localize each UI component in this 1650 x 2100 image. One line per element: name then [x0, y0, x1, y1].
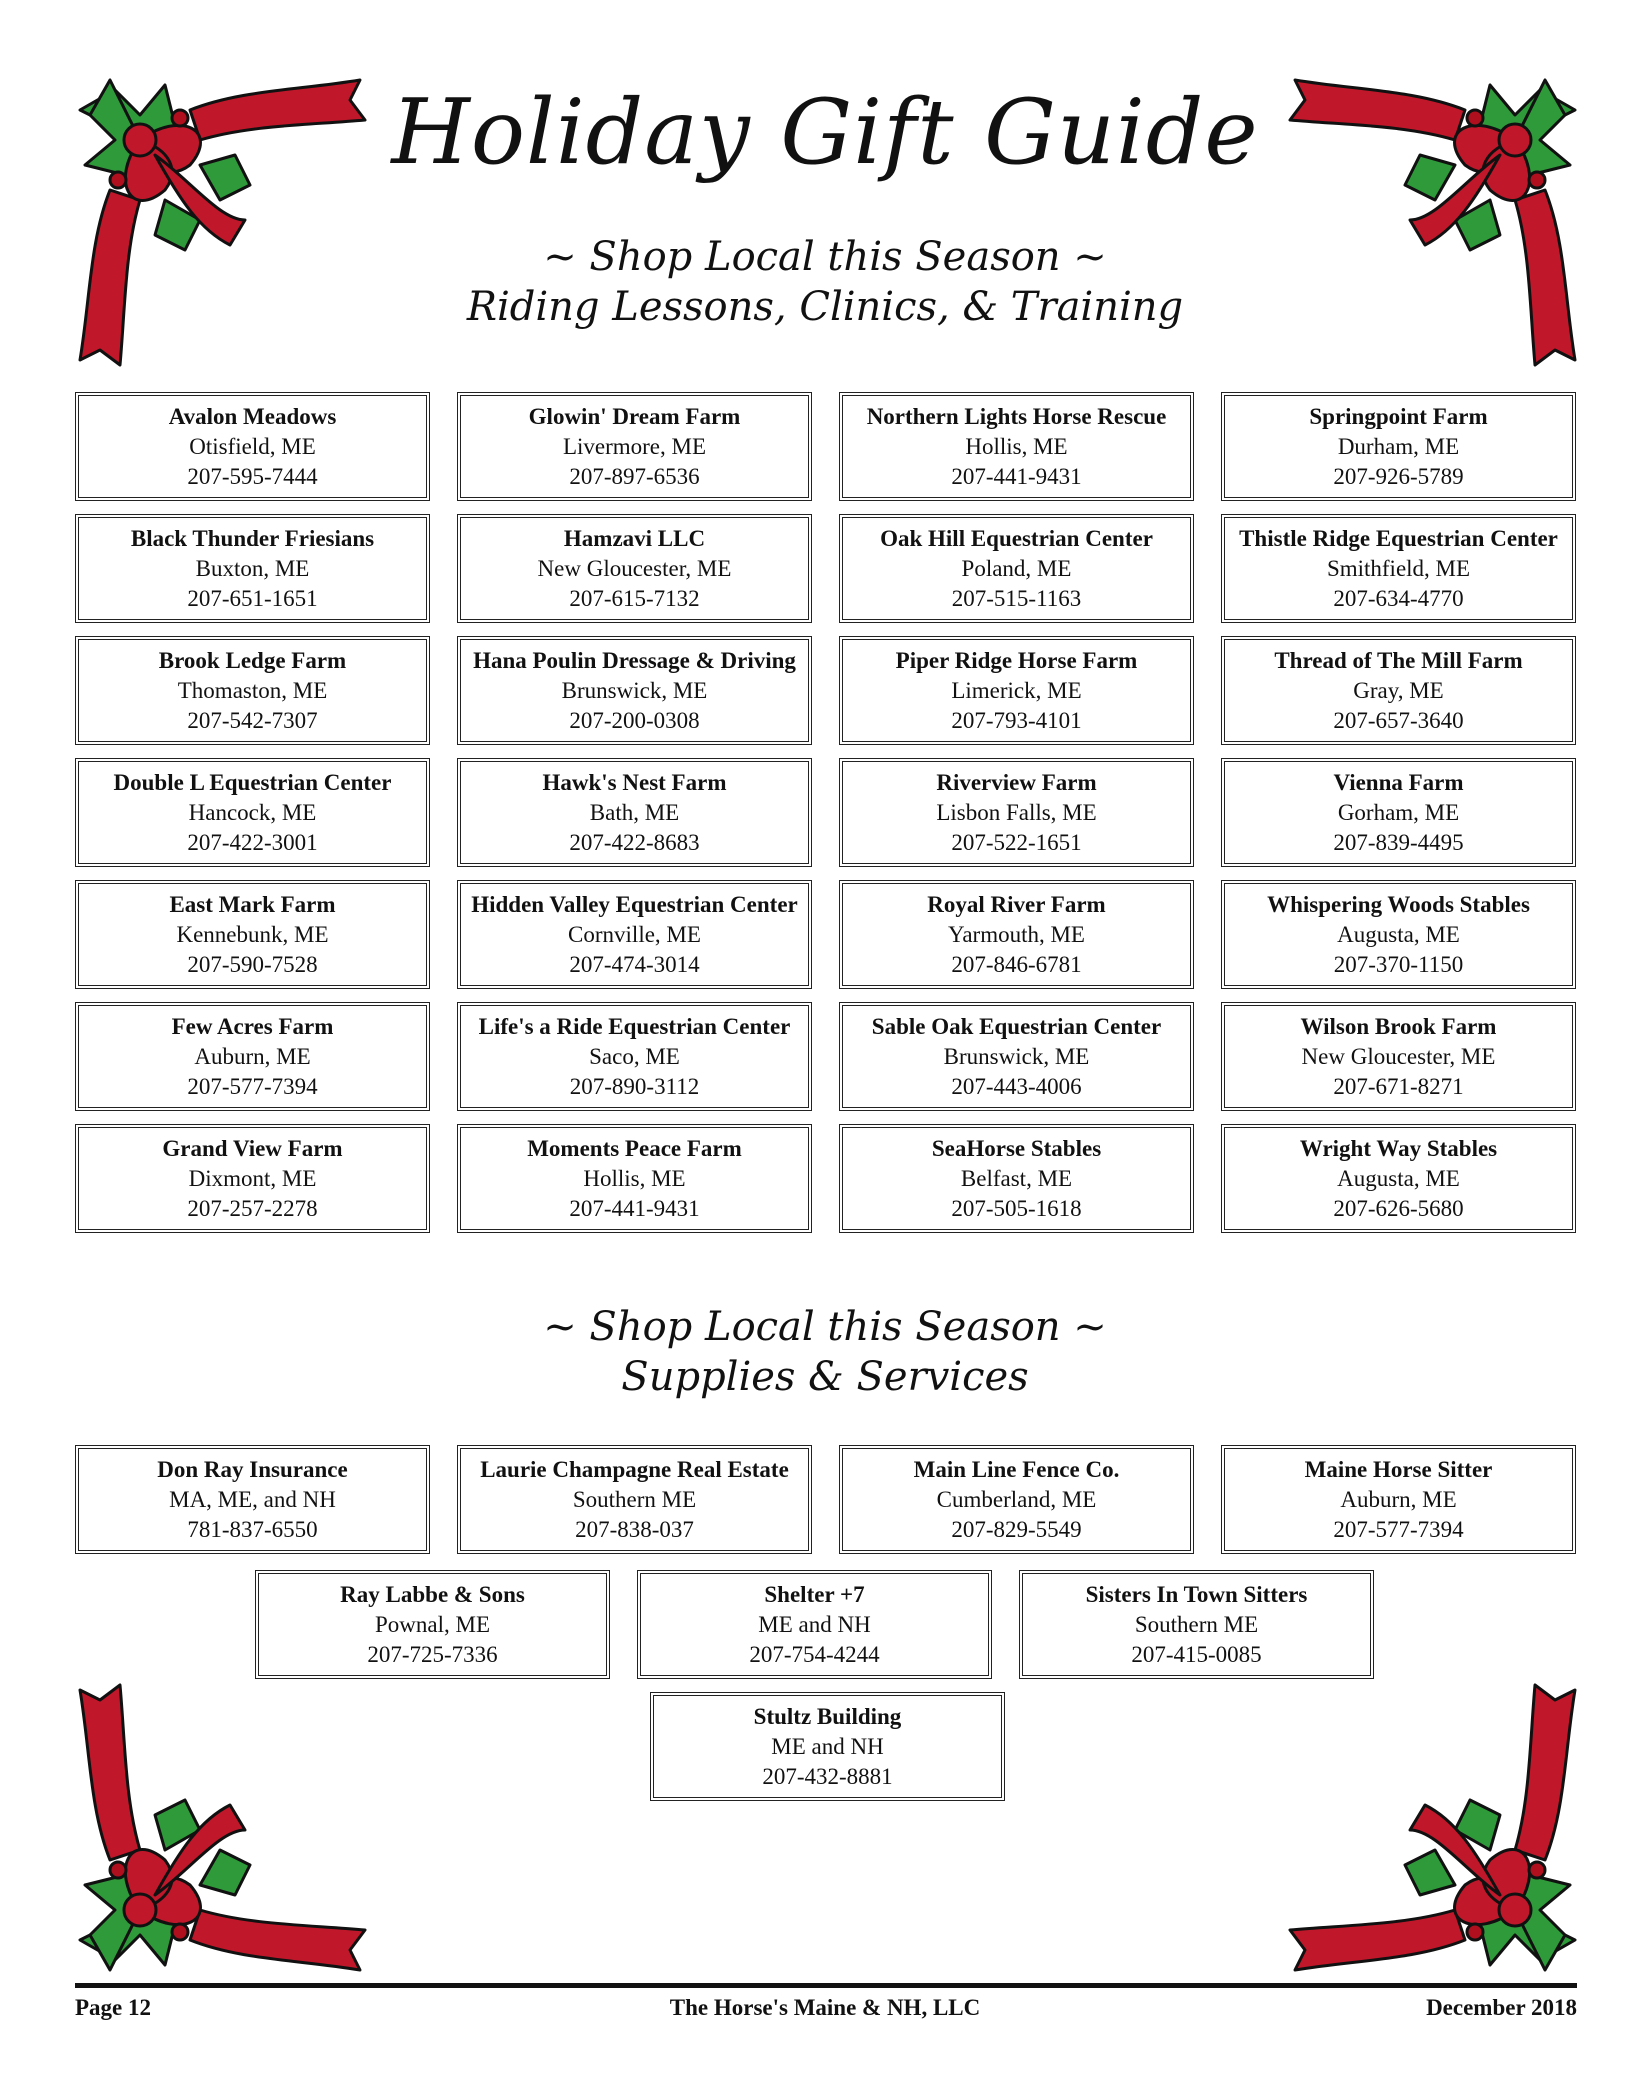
listing-location: Cornville, ME [568, 921, 701, 947]
listing-card [839, 392, 1194, 501]
page-title: Holiday Gift Guide [391, 80, 1259, 185]
publisher-name: The Horse's Maine & NH, LLC [669, 1995, 981, 2020]
listing-card [839, 1124, 1194, 1233]
listing-location: Kennebunk, ME [176, 921, 329, 947]
listing-phone: 207-577-7394 [1333, 1516, 1464, 1542]
section-heading-line: Supplies & Services [621, 1354, 1029, 1400]
listing-location: Bath, ME [589, 799, 680, 825]
listing-phone: 207-725-7336 [367, 1641, 498, 1667]
listing-name: Stultz Building [753, 1703, 902, 1729]
listing-phone: 207-897-6536 [569, 463, 700, 489]
listing-card [1221, 636, 1576, 745]
listing-name: Laurie Champagne Real Estate [480, 1456, 789, 1482]
listing-location: Saco, ME [589, 1043, 680, 1069]
listing-phone: 207-838-037 [575, 1516, 694, 1542]
listing-name: Whispering Woods Stables [1267, 891, 1530, 917]
listing-card [457, 1002, 812, 1111]
listing-card [1221, 758, 1576, 867]
listing-name: Hidden Valley Equestrian Center [471, 891, 798, 917]
listing-name: Grand View Farm [162, 1135, 343, 1161]
listing-phone: 207-657-3640 [1333, 707, 1464, 733]
listing-name: Thread of The Mill Farm [1274, 647, 1523, 673]
listing-location: Southern ME [1134, 1611, 1259, 1637]
listing-card [1221, 392, 1576, 501]
listing-card [650, 1692, 1005, 1801]
listing-phone: 207-441-9431 [951, 463, 1082, 489]
listing-location: Brunswick, ME [943, 1043, 1090, 1069]
listing-phone: 207-370-1150 [1333, 951, 1464, 977]
listing-location: Gorham, ME [1337, 799, 1460, 825]
listing-name: Thistle Ridge Equestrian Center [1239, 525, 1558, 551]
listing-location: Auburn, ME [194, 1043, 311, 1069]
listing-phone: 207-257-2278 [187, 1195, 318, 1221]
listing-name: Life's a Ride Equestrian Center [478, 1013, 791, 1039]
listing-name: Few Acres Farm [171, 1013, 334, 1039]
listing-card [1019, 1570, 1374, 1679]
listing-name: Glowin' Dream Farm [528, 403, 741, 429]
listing-location: Hollis, ME [583, 1165, 686, 1191]
listing-phone: 207-595-7444 [187, 463, 318, 489]
listing-location: Buxton, ME [195, 555, 310, 581]
listing-location: Poland, ME [961, 555, 1072, 581]
section-heading-line: ~ Shop Local this Season ~ [543, 1304, 1107, 1350]
listing-location: Southern ME [572, 1486, 697, 1512]
listing-card [839, 758, 1194, 867]
listing-phone: 207-422-8683 [569, 829, 700, 855]
listing-location: Dixmont, ME [188, 1165, 317, 1191]
listing-phone: 207-432-8881 [762, 1763, 893, 1789]
listing-location: Livermore, ME [562, 433, 707, 459]
listing-name: Piper Ridge Horse Farm [895, 647, 1138, 673]
listing-card [839, 514, 1194, 623]
supplies-directory-row-1 [75, 1445, 1577, 1554]
listing-card [637, 1570, 992, 1679]
listing-card [457, 1445, 812, 1554]
listing-location: New Gloucester, ME [537, 555, 732, 581]
listing-location: Otisfield, ME [189, 433, 316, 459]
listing-location: Thomaston, ME [177, 677, 328, 703]
listing-phone: 207-522-1651 [951, 829, 1082, 855]
supplies-directory-row-2 [255, 1570, 1374, 1679]
section-heading-riding [0, 232, 1650, 332]
listing-location: Augusta, ME [1337, 921, 1460, 947]
listing-phone: 207-474-3014 [569, 951, 700, 977]
listing-card [1221, 1002, 1576, 1111]
listing-phone: 207-590-7528 [187, 951, 318, 977]
listing-card [839, 1445, 1194, 1554]
holly-bow-icon [1285, 1680, 1585, 1980]
listing-card [457, 636, 812, 745]
holly-bow-icon [70, 1680, 370, 1980]
listing-location: Durham, ME [1337, 433, 1460, 459]
listing-name: Maine Horse Sitter [1304, 1456, 1493, 1482]
listing-location: Yarmouth, ME [948, 921, 1085, 947]
page-number: Page 12 [75, 1995, 152, 2020]
listing-location: New Gloucester, ME [1301, 1043, 1496, 1069]
listing-card [457, 1124, 812, 1233]
listing-phone: 207-846-6781 [951, 951, 1082, 977]
listing-location: Gray, ME [1353, 677, 1444, 703]
listing-card [75, 1002, 430, 1111]
listing-location: Smithfield, ME [1326, 555, 1471, 581]
listing-card [75, 1124, 430, 1233]
listing-location: Augusta, ME [1337, 1165, 1460, 1191]
listing-name: SeaHorse Stables [931, 1135, 1102, 1161]
supplies-directory-row-3 [650, 1692, 1005, 1801]
listing-name: Shelter +7 [764, 1581, 865, 1607]
section-heading-line: ~ Shop Local this Season ~ [543, 234, 1107, 280]
listing-card [75, 514, 430, 623]
section-heading-supplies [0, 1302, 1650, 1402]
listing-card [1221, 514, 1576, 623]
listing-card [75, 758, 430, 867]
listing-name: Northern Lights Horse Rescue [866, 403, 1167, 429]
listing-location: Auburn, ME [1340, 1486, 1457, 1512]
listing-phone: 207-829-5549 [951, 1516, 1082, 1542]
listing-name: Sable Oak Equestrian Center [871, 1013, 1162, 1039]
listing-card [1221, 880, 1576, 989]
listing-phone: 207-615-7132 [569, 585, 700, 611]
listing-location: Cumberland, ME [936, 1486, 1097, 1512]
listing-phone: 207-542-7307 [187, 707, 318, 733]
listing-card [75, 1445, 430, 1554]
listing-name: Hamzavi LLC [563, 525, 706, 551]
listing-card [255, 1570, 610, 1679]
listing-card [457, 392, 812, 501]
listing-phone: 207-793-4101 [951, 707, 1082, 733]
listing-phone: 207-443-4006 [951, 1073, 1082, 1099]
listing-name: Ray Labbe & Sons [340, 1581, 525, 1607]
issue-date: December 2018 [1426, 1995, 1577, 2020]
listing-phone: 207-505-1618 [951, 1195, 1082, 1221]
listing-name: Avalon Meadows [168, 403, 337, 429]
listing-card [839, 880, 1194, 989]
listing-location: ME and NH [771, 1733, 884, 1759]
listing-phone: 207-671-8271 [1333, 1073, 1464, 1099]
listing-name: Royal River Farm [927, 891, 1106, 917]
listing-card [457, 514, 812, 623]
listing-card [1221, 1124, 1576, 1233]
listing-phone: 781-837-6550 [187, 1516, 318, 1542]
listing-phone: 207-515-1163 [951, 585, 1082, 611]
listing-card [457, 758, 812, 867]
listing-phone: 207-926-5789 [1333, 463, 1464, 489]
listing-phone: 207-200-0308 [569, 707, 700, 733]
footer-divider [75, 1983, 1577, 1988]
listing-name: Riverview Farm [936, 769, 1097, 795]
listing-phone: 207-754-4244 [749, 1641, 880, 1667]
listing-name: Hana Poulin Dressage & Driving [473, 647, 796, 673]
listing-phone: 207-839-4495 [1333, 829, 1464, 855]
listing-card [1221, 1445, 1576, 1554]
listing-card [839, 1002, 1194, 1111]
listing-name: Brook Ledge Farm [158, 647, 347, 673]
listing-location: Lisbon Falls, ME [936, 799, 1097, 825]
listing-name: Vienna Farm [1333, 769, 1464, 795]
listing-phone: 207-626-5680 [1333, 1195, 1464, 1221]
listing-location: Hancock, ME [188, 799, 317, 825]
listing-location: Hollis, ME [965, 433, 1068, 459]
listing-location: Belfast, ME [960, 1165, 1073, 1191]
listing-phone: 207-890-3112 [569, 1073, 700, 1099]
listing-name: East Mark Farm [169, 891, 336, 917]
listing-name: Wright Way Stables [1299, 1135, 1498, 1161]
listing-name: Black Thunder Friesians [130, 525, 375, 551]
listing-phone: 207-422-3001 [187, 829, 318, 855]
listing-phone: 207-441-9431 [569, 1195, 700, 1221]
listing-card [75, 880, 430, 989]
listing-name: Hawk's Nest Farm [542, 769, 727, 795]
listing-name: Moments Peace Farm [527, 1135, 742, 1161]
listing-location: ME and NH [758, 1611, 871, 1637]
listing-name: Springpoint Farm [1309, 403, 1488, 429]
section-heading-line: Riding Lessons, Clinics, & Training [466, 284, 1184, 330]
listing-name: Sisters In Town Sitters [1085, 1581, 1308, 1607]
listing-location: Limerick, ME [951, 677, 1082, 703]
listing-phone: 207-577-7394 [187, 1073, 318, 1099]
riding-directory-grid [75, 392, 1577, 1233]
listing-card [75, 636, 430, 745]
listing-location: Brunswick, ME [561, 677, 708, 703]
listing-name: Double L Equestrian Center [113, 769, 392, 795]
listing-card [75, 392, 430, 501]
listing-phone: 207-651-1651 [187, 585, 318, 611]
listing-location: MA, ME, and NH [169, 1486, 336, 1512]
listing-location: Pownal, ME [375, 1611, 490, 1637]
listing-name: Main Line Fence Co. [913, 1456, 1120, 1482]
listing-card [839, 636, 1194, 745]
listing-name: Don Ray Insurance [157, 1456, 348, 1482]
listing-name: Oak Hill Equestrian Center [880, 525, 1153, 551]
listing-card [457, 880, 812, 989]
listing-name: Wilson Brook Farm [1300, 1013, 1497, 1039]
listing-phone: 207-415-0085 [1131, 1641, 1262, 1667]
listing-phone: 207-634-4770 [1333, 585, 1464, 611]
